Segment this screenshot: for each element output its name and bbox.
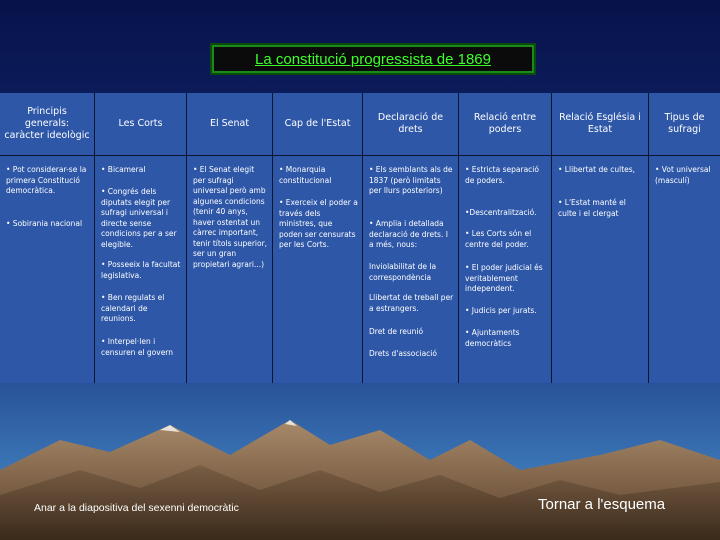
column-cap-estat: [273, 93, 363, 383]
cell-text: • Les Corts són el centre del poder.: [465, 229, 532, 249]
column-header: Les Corts: [95, 93, 186, 156]
cell-text: • Monarquia constitucional: [279, 165, 332, 185]
cell-text: • Posseeix la facultat legislativa.: [101, 260, 181, 280]
cell-text: Dret de reunió: [369, 327, 424, 336]
cell-text: Inviolabilitat de la correspondència: [369, 262, 437, 282]
cell-text: • Interpel·len i censuren el govern: [101, 337, 174, 357]
column-sufragi: [649, 93, 720, 383]
column-header: Relació Església i Estat: [552, 93, 648, 156]
column-corts: [95, 93, 187, 383]
cell-text: • Congrés dels diputats elegit per sufragi universal i directe sense condicions per a ser elegible.: [101, 187, 177, 249]
cell-text: • Els semblants als de 1837 (però limitats per llurs posteriors): [369, 165, 453, 195]
column-relacio-poders: [459, 93, 552, 383]
column-header: Relació entre poders: [459, 93, 551, 156]
cell-text: • Ben regulats el calendari de reunions.: [101, 293, 165, 323]
cell-text: • Estricta separació de poders.: [465, 165, 539, 185]
link-sexenni-democratic[interactable]: Anar a la diapositiva del sexenni democràtic: [34, 502, 239, 514]
column-esglesia-estat: [552, 93, 649, 383]
column-declaracio-drets: [363, 93, 459, 383]
page-title: La constitució progressista de 1869: [212, 45, 534, 73]
cell-text: • Exerceix el poder a través dels ministres, que poden ser censurats per les Corts.: [279, 198, 358, 249]
link-tornar-esquema[interactable]: Tornar a l'esquema: [538, 496, 666, 513]
column-header: Principis generals: caràcter ideològic: [0, 93, 94, 156]
cell-text: • Llibertat de cultes,: [558, 165, 636, 174]
cell-text: • El poder judicial és veritablement independent.: [465, 263, 543, 293]
column-header: Cap de l'Estat: [273, 93, 362, 156]
cell-text: • Vot universal (masculí): [655, 165, 711, 185]
constitution-table: [0, 93, 720, 383]
cell-text: Llibertat de treball per a estrangers.: [369, 293, 454, 313]
cell-text: • L'Estat manté el culte i el clergat: [558, 198, 626, 218]
cell-text: • Pot considerar-se la primera Constitució democràtica.: [6, 165, 87, 195]
cell-text: • Judicis per jurats.: [465, 306, 537, 315]
column-principis: [0, 93, 95, 383]
cell-text: Drets d'associació: [369, 349, 437, 358]
column-header: Tipus de sufragi: [649, 93, 720, 156]
column-header: El Senat: [187, 93, 272, 156]
cell-text: • Bicameral: [101, 165, 146, 174]
column-senat: [187, 93, 273, 383]
cell-text: • Sobirania nacional: [6, 219, 83, 228]
column-header: Declaració de drets: [363, 93, 458, 156]
cell-text: • Amplia i detallada declaració de drets. I a més, nous:: [369, 219, 448, 249]
cell-text: • Ajuntaments democràtics: [465, 328, 520, 348]
cell-text: •Descentralització.: [465, 208, 537, 217]
cell-text: • El Senat elegit per sufragi universal però amb algunes condicions (tenir 40 anys, haver ostentat un càrrec important, tenir títols superior, ser un gran propietari agrari...): [193, 165, 268, 269]
